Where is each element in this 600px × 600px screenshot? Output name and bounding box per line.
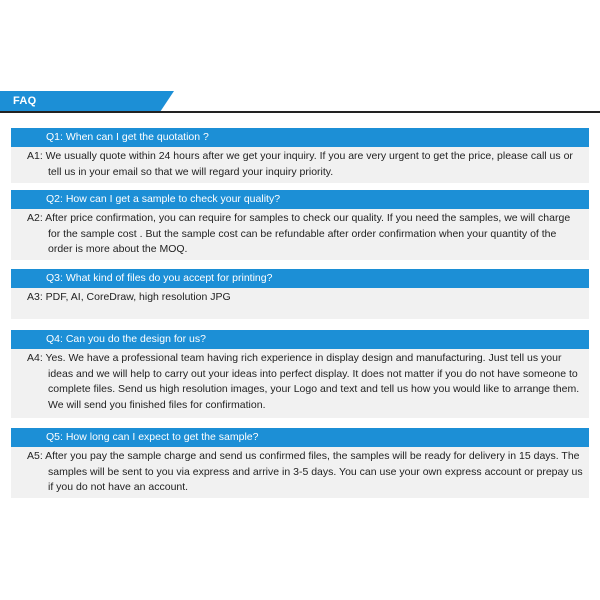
- faq-header: [0, 91, 600, 113]
- faq-tab-slant: [160, 91, 174, 112]
- faq-answer: A2: After price confirmation, you can require for samples to check our quality. If you need the samples, we will charge for the sample cost . But the sample cost can be refundable after order confirmation when your quantity of the order is more about the MOQ.: [27, 212, 571, 255]
- faq-tab: [0, 91, 160, 112]
- faq-question: Q5: How long can I expect to get the sample?: [11, 428, 589, 447]
- faq-question: Q4: Can you do the design for us?: [11, 330, 589, 349]
- faq-item: [11, 330, 589, 418]
- faq-item: [11, 128, 589, 183]
- faq-answer: A5: After you pay the sample charge and send us confirmed files, the samples will be ready for delivery in 15 days. The samples will be sent to you via express and arrive in 3-5 days. You can use your own express account or prepay us if you do not have an account.: [27, 450, 583, 493]
- faq-question: Q3: What kind of files do you accept for printing?: [11, 269, 589, 288]
- header-divider: [0, 111, 600, 113]
- faq-item: [11, 190, 589, 260]
- faq-item: [11, 428, 589, 498]
- faq-answer: A1: We usually quote within 24 hours after we get your inquiry. If you are very urgent to get the price, please call us or tell us in your email so that we will regard your inquiry priority.: [27, 150, 573, 178]
- faq-item: [11, 269, 589, 319]
- faq-answer: A4: Yes. We have a professional team having rich experience in display design and manufacturing. Just tell us your ideas and we will help to carry out your ideas into perfect display. It does not matter if you do not have someone to complete files. Send us high resolution images, your Logo and text and tell us how you would like to arrange them. We will send you finished files for confirmation.: [27, 352, 580, 411]
- faq-question: Q2: How can I get a sample to check your quality?: [11, 190, 589, 209]
- faq-answer: A3: PDF, AI, CoreDraw, high resolution JPG: [27, 291, 231, 303]
- faq-title: FAQ: [13, 95, 37, 107]
- faq-question: Q1: When can I get the quotation ?: [11, 128, 589, 147]
